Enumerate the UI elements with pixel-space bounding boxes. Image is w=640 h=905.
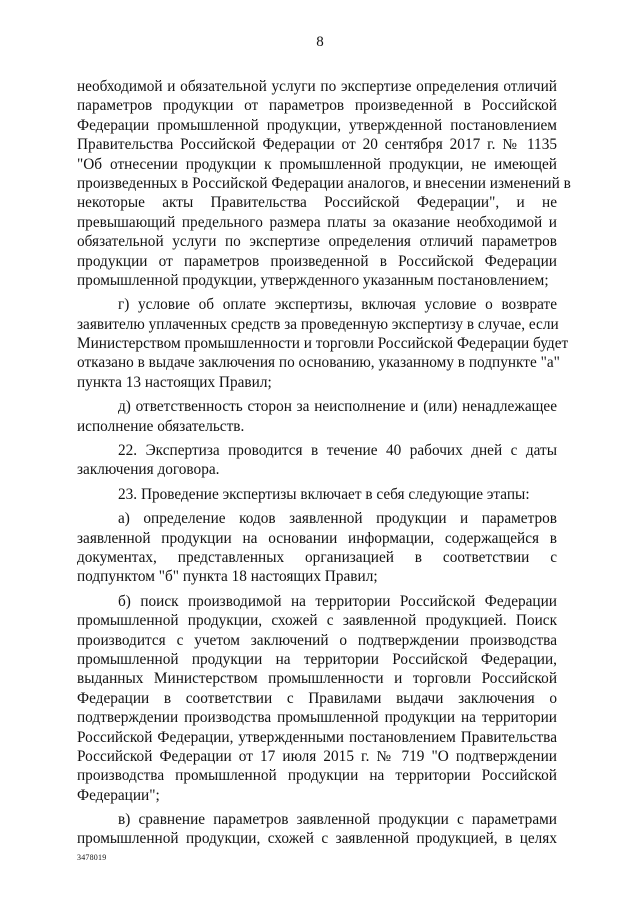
text-line: обязательной услуги по экспертизе определения отличий параметров xyxy=(77,233,557,251)
page-number: 8 xyxy=(316,34,324,50)
text-line: заявленной продукции на основании информации, содержащейся в xyxy=(77,529,557,547)
text-line: Российской Федерации, утвержденными постановлением Правительства xyxy=(77,728,557,746)
text-line: заключения договора. xyxy=(77,461,220,479)
text-line: подпунктом "б" пункта 18 настоящих Правил; xyxy=(77,568,378,586)
paragraph-item-b xyxy=(77,592,557,805)
paragraph-item-g xyxy=(77,295,569,392)
text-line: г) условие об оплате экспертизы, включая условие о возврате xyxy=(118,296,557,314)
paragraph-continuation xyxy=(77,77,571,290)
paragraph-clause-22 xyxy=(77,441,557,480)
text-line: пункта 13 настоящих Правил; xyxy=(77,373,272,391)
text-line: отказано в выдаче заключения по основанию, указанному в подпункте "а" xyxy=(77,354,560,372)
text-line: заявителю уплаченных средств за проведенную экспертизу в случае, если xyxy=(77,315,559,333)
text-line: необходимой и обязательной услуги по экспертизе определения отличий xyxy=(77,78,557,95)
text-line: производства промышленной продукции на территории Российской xyxy=(77,767,557,785)
text-line: исполнение обязательств. xyxy=(77,417,245,435)
text-line: промышленной продукции, утвержденного указанным постановлением; xyxy=(77,271,549,289)
text-line: а) определение кодов заявленной продукции и параметров xyxy=(118,510,557,528)
text-line: Министерством промышленности и торговли Российской Федерации будет xyxy=(77,335,569,353)
text-line: произведенных в Российской Федерации аналогов, и внесении изменений в xyxy=(77,174,571,192)
paragraph-clause-23 xyxy=(77,485,557,504)
document-body xyxy=(77,77,571,849)
text-line: Федерации"; xyxy=(77,786,160,804)
paragraph-item-v xyxy=(77,810,557,849)
paragraph-item-a xyxy=(77,509,557,587)
text-line: производится с учетом заключений о подтверждении производства xyxy=(77,631,557,649)
text-line: некоторые акты Правительства Российской Федерации", и не xyxy=(77,194,557,212)
text-line: выданных Министерством промышленности и торговли Российской xyxy=(77,670,557,688)
text-line: промышленной продукции, схожей с заявленной продукцией, в целях xyxy=(77,830,557,848)
text-line: в) сравнение параметров заявленной продукции с параметрами xyxy=(118,811,557,829)
text-line: д) ответственность сторон за неисполнение и (или) ненадлежащее xyxy=(118,398,557,416)
text-line: продукции от параметров произведенной в Российской Федерации xyxy=(77,252,557,270)
document-code: 3478019 xyxy=(77,853,107,862)
text-line: Правительства Российской Федерации от 20 сентября 2017 г. № 1135 xyxy=(77,136,557,154)
paragraph-item-d xyxy=(77,397,557,436)
text-line: промышленной продукции на территории Российской Федерации, xyxy=(77,650,557,668)
text-line: 23. Проведение экспертизы включает в себя следующие этапы: xyxy=(118,485,530,503)
text-line: превышающий предельного размера платы за оказание необходимой и xyxy=(77,213,557,231)
text-line: Федерации промышленной продукции, утвержденной постановлением xyxy=(77,116,557,134)
text-line: "Об отнесении продукции к промышленной продукции, не имеющей xyxy=(77,155,557,173)
text-line: промышленной продукции, схожей с заявленной продукцией. Поиск xyxy=(77,612,557,630)
text-line: Федерации в соответствии с Правилами выдачи заключения о xyxy=(77,689,557,707)
text-line: параметров продукции от параметров произведенной в Российской xyxy=(77,97,557,115)
text-line: подтверждении производства промышленной продукции на территории xyxy=(77,709,557,727)
text-line: 22. Экспертиза проводится в течение 40 рабочих дней с даты xyxy=(118,442,557,460)
text-line: документах, представленных организацией в соответствии с xyxy=(77,548,557,566)
text-line: Российской Федерации от 17 июля 2015 г. № 719 "О подтверждении xyxy=(77,747,557,765)
text-line: б) поиск производимой на территории Российской Федерации xyxy=(118,592,557,610)
